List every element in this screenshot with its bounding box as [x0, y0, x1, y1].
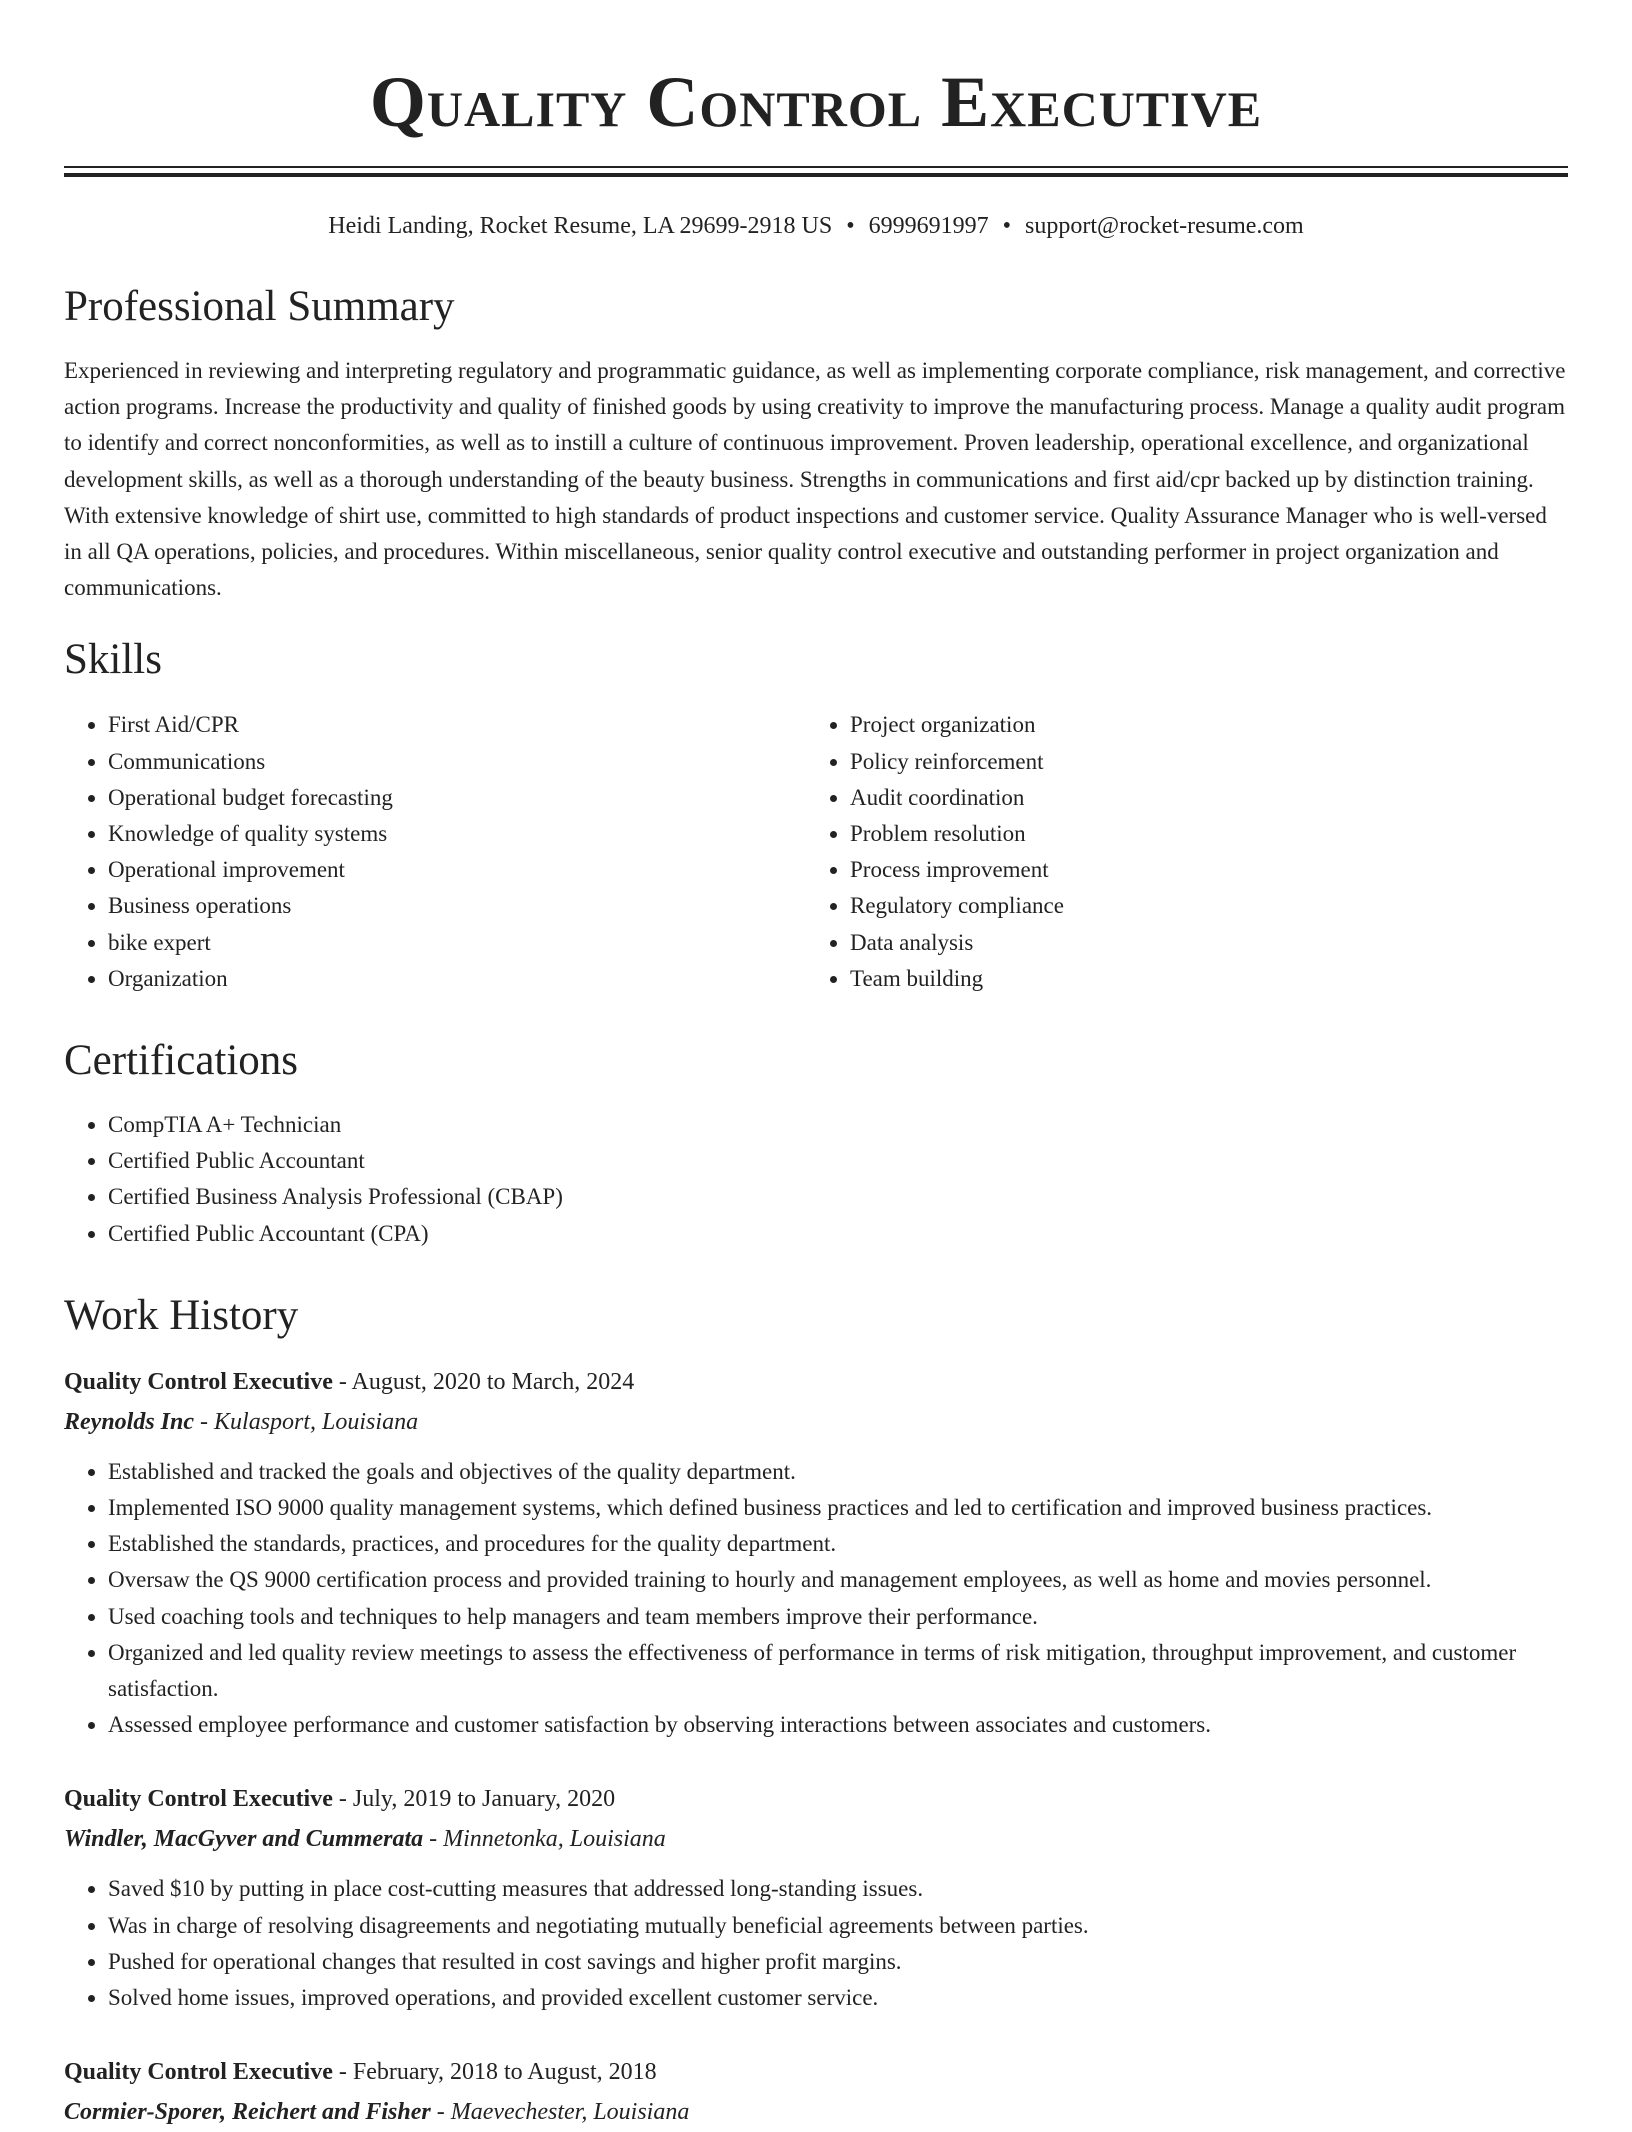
skills-heading: Skills — [64, 636, 162, 684]
contact-phone: 6999691997 — [868, 213, 989, 239]
summary-text: Experienced in reviewing and interpreting regulatory and programmatic guidance, as well as implementing corporate compliance, risk management, and corrective action programs. Increase the productivity and quality of finished goods by using creativity to improve the manufacturing process. Manage a quality audit program to identify and correct nonconformities, as well as to instill a culture of continuous improvement. Proven leadership, operational excellence, and organizational development skills, as well as a thorough understanding of the beauty business. Strengths in communications and first aid/cpr backed up by distinction training. With extensive knowledge of shirt use, committed to high standards of product inspections and customer service. Quality Assurance Manager who is well-versed in all QA operations, policies, and procedures. Within miscellaneous, senior quality control executive and outstanding performer in project organization and communications. — [64, 358, 1566, 601]
job-bullet: • Established the standards, practices, and procedures for the quality department. — [108, 1526, 1568, 1562]
job-bullet-list — [64, 1454, 1568, 1744]
skill-item: • Policy reinforcement — [850, 744, 1548, 780]
skill-item: • Regulatory compliance — [850, 888, 1548, 924]
skill-item: • Process improvement — [850, 852, 1548, 888]
skill-item: • Knowledge of quality systems — [108, 816, 806, 852]
certification-item: • CompTIA A+ Technician — [108, 1107, 1568, 1143]
skill-item: • Business operations — [108, 888, 806, 924]
job-bullet: • Saved $10 by putting in place cost-cutting measures that addressed long-standing issues. — [108, 1871, 1568, 1907]
contact-address: Heidi Landing, Rocket Resume, LA 29699-2918 US — [328, 213, 833, 239]
job-title: Quality Control Executive — [64, 1368, 333, 1395]
job-entry — [64, 1779, 1568, 2016]
certifications-heading: Certifications — [64, 1037, 299, 1085]
skill-item: • Operational budget forecasting — [108, 780, 806, 816]
skill-item: • Audit coordination — [850, 780, 1548, 816]
job-bullet-list — [64, 1871, 1568, 2016]
title-divider-thin — [64, 166, 1568, 168]
skill-item: • Project organization — [850, 707, 1548, 743]
certification-item: • Certified Public Accountant — [108, 1143, 1568, 1179]
job-company-line: Reynolds Inc - Kulasport, Louisiana — [64, 1408, 419, 1435]
job-title-line: Quality Control Executive - July, 2019 to January, 2020 — [64, 1786, 616, 1813]
job-entry — [64, 2052, 1568, 2132]
job-dates: February, 2018 to August, 2018 — [352, 2059, 657, 2086]
skill-item: • Communications — [108, 744, 806, 780]
job-title: Quality Control Executive — [64, 1786, 333, 1813]
contact-line — [64, 211, 1568, 241]
certification-item: • Certified Public Accountant (CPA) — [108, 1216, 1568, 1252]
title-divider-thick — [64, 173, 1568, 177]
skill-item: • First Aid/CPR — [108, 707, 806, 743]
contact-email: support@rocket-resume.com — [1025, 213, 1304, 239]
job-company: Cormier-Sporer, Reichert and Fisher — [64, 2099, 431, 2126]
contact-separator: • — [1002, 213, 1012, 239]
skill-item: • Data analysis — [850, 925, 1548, 961]
job-dates: August, 2020 to March, 2024 — [351, 1368, 635, 1395]
job-bullet: • Was in charge of resolving disagreements and negotiating mutually beneficial agreements between parties. — [108, 1908, 1568, 1944]
job-bullet: • Assessed employee performance and customer satisfaction by observing interactions between associates and customers. — [108, 1707, 1568, 1743]
job-bullet: • Organized and led quality review meetings to assess the effectiveness of performance in terms of risk mitigation, throughput improvement, and customer satisfaction. — [108, 1635, 1568, 1707]
skills-column-left — [64, 707, 806, 997]
skill-item: • Problem resolution — [850, 816, 1548, 852]
job-title: Quality Control Executive — [64, 2059, 333, 2086]
job-location: Minnetonka, Louisiana — [443, 1826, 666, 1853]
job-title-line: Quality Control Executive - August, 2020 to March, 2024 — [64, 1368, 635, 1395]
job-title-line: Quality Control Executive - February, 2018 to August, 2018 — [64, 2059, 657, 2086]
certification-item: • Certified Business Analysis Professional (CBAP) — [108, 1179, 1568, 1215]
job-dates: July, 2019 to January, 2020 — [352, 1786, 616, 1813]
job-company: Windler, MacGyver and Cummerata — [64, 1826, 424, 1853]
contact-separator: • — [846, 213, 855, 239]
job-company: Reynolds Inc — [64, 1408, 195, 1435]
job-bullet: • Pushed for operational changes that resulted in cost savings and higher profit margins. — [108, 1944, 1568, 1980]
skill-item: • Organization — [108, 961, 806, 997]
skills-grid — [64, 707, 1568, 997]
job-entry — [64, 1362, 1568, 1744]
skill-item: • Team building — [850, 961, 1548, 997]
summary-heading: Professional Summary — [64, 283, 455, 330]
skills-column-right — [806, 707, 1548, 997]
job-bullet: • Solved home issues, improved operations, and provided excellent customer service. — [108, 1980, 1568, 2016]
skills-list-left — [64, 707, 806, 997]
job-location: Maevechester, Louisiana — [450, 2099, 690, 2126]
job-location: Kulasport, Louisiana — [214, 1408, 419, 1435]
job-bullet: • Established and tracked the goals and objectives of the quality department. — [108, 1454, 1568, 1490]
certifications-list — [64, 1107, 1568, 1252]
skill-item: • Operational improvement — [108, 852, 806, 888]
skill-item: • bike expert — [108, 925, 806, 961]
skills-list-right — [806, 707, 1548, 997]
job-bullet: • Oversaw the QS 9000 certification process and provided training to hourly and management employees, as well as home and movies personnel. — [108, 1562, 1568, 1598]
resume-title: Quality Control Executive — [369, 62, 1263, 142]
job-company-line: Cormier-Sporer, Reichert and Fisher - Maevechester, Louisiana — [64, 2099, 690, 2126]
work-history-heading: Work History — [64, 1291, 299, 1339]
job-bullet: • Used coaching tools and techniques to help managers and team members improve their performance. — [108, 1599, 1568, 1635]
job-bullet: • Implemented ISO 9000 quality management systems, which defined business practices and led to certification and improved business practices. — [108, 1490, 1568, 1526]
job-company-line: Windler, MacGyver and Cummerata - Minnetonka, Louisiana — [64, 1826, 666, 1853]
